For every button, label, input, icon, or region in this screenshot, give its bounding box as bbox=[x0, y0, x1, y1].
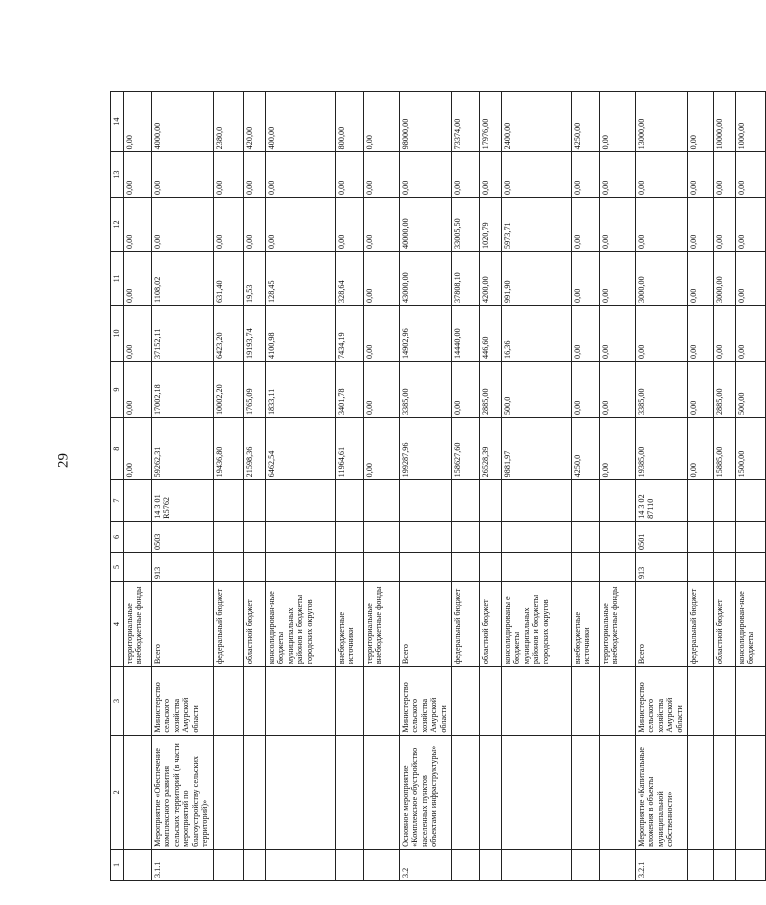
table-cell: 0,00 bbox=[266, 198, 336, 252]
table-cell: 0,00 bbox=[214, 198, 244, 252]
table-cell bbox=[244, 480, 266, 522]
table-cell bbox=[266, 480, 336, 522]
table-cell bbox=[452, 735, 480, 849]
column-header: 2 bbox=[111, 735, 124, 849]
table-cell: 4200,00 bbox=[480, 251, 502, 305]
column-header: 11 bbox=[111, 251, 124, 305]
table-cell: Министерство сельского хозяйства Амурской области bbox=[400, 667, 452, 736]
table-cell: 0,00 bbox=[244, 152, 266, 198]
table-cell: Министерство сельского хозяйства Амурской области bbox=[636, 667, 688, 736]
table-cell bbox=[336, 552, 364, 581]
table-cell bbox=[266, 667, 336, 736]
table-cell: 0,00 bbox=[600, 361, 636, 417]
table-cell: 37808,10 bbox=[452, 251, 480, 305]
table-row bbox=[266, 92, 336, 881]
column-header: 5 bbox=[111, 552, 124, 581]
table-cell bbox=[502, 735, 572, 849]
table-cell: 3.1.1 bbox=[152, 849, 214, 880]
table-cell: 4000,00 bbox=[152, 92, 214, 152]
table-cell: консолидирован-ные бюджеты муниципальных районов и бюджеты городских округов bbox=[266, 582, 336, 667]
table-cell bbox=[502, 521, 572, 552]
table-cell: 10002,20 bbox=[214, 361, 244, 417]
table-cell: 43000,00 bbox=[400, 251, 452, 305]
table-cell bbox=[502, 849, 572, 880]
table-cell bbox=[600, 735, 636, 849]
table-cell bbox=[266, 735, 336, 849]
table-cell: 40000,00 bbox=[400, 198, 452, 252]
table-cell bbox=[244, 667, 266, 736]
table-cell bbox=[714, 735, 736, 849]
table-cell: 0,00 bbox=[336, 198, 364, 252]
table-cell bbox=[452, 667, 480, 736]
table-cell bbox=[336, 849, 364, 880]
table-cell bbox=[736, 552, 766, 581]
table-cell: областной бюджет bbox=[480, 582, 502, 667]
table-cell: 2380,0 bbox=[214, 92, 244, 152]
table-cell: 0,00 bbox=[124, 92, 152, 152]
table-cell bbox=[480, 849, 502, 880]
table-cell bbox=[336, 480, 364, 522]
header-row bbox=[111, 92, 124, 881]
table-cell: 0501 bbox=[636, 521, 688, 552]
table-cell bbox=[572, 480, 600, 522]
table-cell: 158627,60 bbox=[452, 418, 480, 480]
table-cell: 913 bbox=[636, 552, 688, 581]
table-cell: 0,00 bbox=[124, 305, 152, 361]
table-cell bbox=[688, 667, 714, 736]
table-cell: 0,00 bbox=[736, 198, 766, 252]
column-header: 3 bbox=[111, 667, 124, 736]
table-cell: 0,00 bbox=[600, 152, 636, 198]
table-cell: 0,00 bbox=[502, 152, 572, 198]
table-cell bbox=[688, 480, 714, 522]
table-cell bbox=[266, 849, 336, 880]
table-body bbox=[124, 92, 766, 881]
table-cell: 0,00 bbox=[124, 152, 152, 198]
column-header: 12 bbox=[111, 198, 124, 252]
column-header: 7 bbox=[111, 480, 124, 522]
page-number: 29 bbox=[55, 453, 72, 468]
table-cell bbox=[124, 480, 152, 522]
table-row bbox=[400, 92, 452, 881]
column-header: 10 bbox=[111, 305, 124, 361]
table-cell bbox=[502, 480, 572, 522]
table-cell: 4100,98 bbox=[266, 305, 336, 361]
table-cell: 16,36 bbox=[502, 305, 572, 361]
table-cell: 14440,00 bbox=[452, 305, 480, 361]
table-row bbox=[714, 92, 736, 881]
table-cell bbox=[214, 849, 244, 880]
table-cell: 0,00 bbox=[736, 152, 766, 198]
table-cell: 3.2.1 bbox=[636, 849, 688, 880]
table-cell bbox=[400, 521, 452, 552]
table-cell: 328,64 bbox=[336, 251, 364, 305]
table-cell bbox=[572, 521, 600, 552]
table-cell bbox=[736, 480, 766, 522]
table-cell bbox=[266, 521, 336, 552]
table-cell: Министерство сельского хозяйства Амурской области bbox=[152, 667, 214, 736]
table-cell: 19193,74 bbox=[244, 305, 266, 361]
table-row bbox=[244, 92, 266, 881]
table-cell bbox=[714, 480, 736, 522]
table-cell bbox=[364, 480, 400, 522]
table-cell: 2400,00 bbox=[502, 92, 572, 152]
table-cell: 991,90 bbox=[502, 251, 572, 305]
table-cell: 0,00 bbox=[214, 152, 244, 198]
table-cell: 0,00 bbox=[124, 361, 152, 417]
table-cell: 0,00 bbox=[688, 152, 714, 198]
table-cell: 1108,02 bbox=[152, 251, 214, 305]
table-row bbox=[736, 92, 766, 881]
column-header: 6 bbox=[111, 521, 124, 552]
table-cell bbox=[688, 849, 714, 880]
table-cell: 2885,00 bbox=[480, 361, 502, 417]
table-cell bbox=[364, 735, 400, 849]
table-cell: 0,00 bbox=[572, 251, 600, 305]
table-cell: областной бюджет bbox=[244, 582, 266, 667]
table-cell: 0,00 bbox=[124, 251, 152, 305]
column-header: 8 bbox=[111, 418, 124, 480]
table-cell: 0,00 bbox=[364, 361, 400, 417]
table-cell: 5973,71 bbox=[502, 198, 572, 252]
table-cell: 0,00 bbox=[688, 198, 714, 252]
table-cell bbox=[502, 552, 572, 581]
table-cell: 14902,96 bbox=[400, 305, 452, 361]
table-cell: 0503 bbox=[152, 521, 214, 552]
table-row bbox=[152, 92, 214, 881]
table-cell bbox=[600, 480, 636, 522]
table-cell: 0,00 bbox=[688, 92, 714, 152]
table-cell bbox=[364, 667, 400, 736]
table-cell: 0,00 bbox=[364, 305, 400, 361]
table-cell: 37152,11 bbox=[152, 305, 214, 361]
table-cell: 3401,78 bbox=[336, 361, 364, 417]
table-row bbox=[480, 92, 502, 881]
table-row bbox=[636, 92, 688, 881]
table-cell bbox=[364, 521, 400, 552]
table-cell bbox=[336, 521, 364, 552]
table-cell bbox=[400, 480, 452, 522]
table-cell: 21598,36 bbox=[244, 418, 266, 480]
table-cell: 0,00 bbox=[336, 152, 364, 198]
table-cell: 11964,61 bbox=[336, 418, 364, 480]
table-cell bbox=[688, 552, 714, 581]
table-cell bbox=[714, 849, 736, 880]
table-cell: областной бюджет bbox=[714, 582, 736, 667]
table-cell: 33005,50 bbox=[452, 198, 480, 252]
table-cell: 19385,00 bbox=[636, 418, 688, 480]
table-cell bbox=[600, 552, 636, 581]
table-cell: 500,00 bbox=[736, 361, 766, 417]
table-cell: 17976,00 bbox=[480, 92, 502, 152]
table-cell: 4250,00 bbox=[572, 92, 600, 152]
table-cell: 800,00 bbox=[336, 92, 364, 152]
table-cell: 1000,00 bbox=[736, 92, 766, 152]
table-cell: 446,60 bbox=[480, 305, 502, 361]
table-cell: 0,00 bbox=[244, 198, 266, 252]
table-cell bbox=[480, 552, 502, 581]
table-cell: 0,00 bbox=[636, 152, 688, 198]
table-cell: 15885,00 bbox=[714, 418, 736, 480]
table-cell: 98000,00 bbox=[400, 92, 452, 152]
table-cell: Всего bbox=[152, 582, 214, 667]
table-cell bbox=[214, 480, 244, 522]
table-cell: 0,00 bbox=[600, 92, 636, 152]
table-cell bbox=[600, 521, 636, 552]
table-cell: 14 3 02 87110 bbox=[636, 480, 688, 522]
table-cell bbox=[124, 552, 152, 581]
table-cell bbox=[714, 667, 736, 736]
table-cell bbox=[452, 849, 480, 880]
table-cell bbox=[502, 667, 572, 736]
table-cell: 0,00 bbox=[736, 305, 766, 361]
table-cell bbox=[124, 849, 152, 880]
table-cell: 0,00 bbox=[714, 305, 736, 361]
table-cell: 0,00 bbox=[572, 361, 600, 417]
table-cell: 0,00 bbox=[364, 418, 400, 480]
table-cell: 0,00 bbox=[714, 198, 736, 252]
column-header: 14 bbox=[111, 92, 124, 152]
column-header: 4 bbox=[111, 582, 124, 667]
table-cell: 0,00 bbox=[364, 152, 400, 198]
table-cell bbox=[480, 521, 502, 552]
table-cell: 0,00 bbox=[688, 251, 714, 305]
table-cell: 19436,80 bbox=[214, 418, 244, 480]
table-cell: 0,00 bbox=[452, 361, 480, 417]
table-cell: консолидирован-ные бюджеты bbox=[736, 582, 766, 667]
table-cell: 3385,00 bbox=[636, 361, 688, 417]
table-cell: 3000,00 bbox=[714, 251, 736, 305]
table-cell: 0,00 bbox=[714, 152, 736, 198]
table-cell: 0,00 bbox=[600, 418, 636, 480]
table-cell: 7434,19 bbox=[336, 305, 364, 361]
table-cell: 0,00 bbox=[364, 92, 400, 152]
table-cell: 0,00 bbox=[600, 251, 636, 305]
budget-table bbox=[110, 91, 766, 881]
table-cell: 0,00 bbox=[266, 152, 336, 198]
table-cell: консолидированы е бюджеты муниципальных районов и бюджеты городских округов bbox=[502, 582, 572, 667]
table-cell: 0,00 bbox=[572, 305, 600, 361]
table-cell: 0,00 bbox=[364, 251, 400, 305]
table-cell: 0,00 bbox=[152, 198, 214, 252]
table-cell: федеральный бюджет bbox=[688, 582, 714, 667]
table-cell bbox=[452, 552, 480, 581]
table-cell: 0,00 bbox=[480, 152, 502, 198]
table-cell: 9881,97 bbox=[502, 418, 572, 480]
table-cell bbox=[214, 521, 244, 552]
table-cell: 0,00 bbox=[124, 198, 152, 252]
table-cell bbox=[124, 735, 152, 849]
table-cell bbox=[244, 521, 266, 552]
table-cell: 0,00 bbox=[636, 198, 688, 252]
table-cell: 500,0 bbox=[502, 361, 572, 417]
table-cell bbox=[336, 735, 364, 849]
table-cell: 0,00 bbox=[364, 198, 400, 252]
table-cell: 0,00 bbox=[600, 305, 636, 361]
table-cell bbox=[572, 552, 600, 581]
table-cell: федеральный бюджет bbox=[452, 582, 480, 667]
table-cell bbox=[214, 667, 244, 736]
table-cell bbox=[736, 667, 766, 736]
table-cell: 2885,00 bbox=[714, 361, 736, 417]
table-cell bbox=[364, 552, 400, 581]
table-cell: 10000,00 bbox=[714, 92, 736, 152]
table-cell: 1765,09 bbox=[244, 361, 266, 417]
table-cell: Мероприятие «Капитальные вложения в объекты муниципальной собственности» bbox=[636, 735, 688, 849]
table-cell bbox=[480, 667, 502, 736]
table-row bbox=[452, 92, 480, 881]
table-row bbox=[214, 92, 244, 881]
table-cell: 26528,39 bbox=[480, 418, 502, 480]
table-cell: 0,00 bbox=[572, 198, 600, 252]
table-row bbox=[572, 92, 600, 881]
table-cell: 6462,54 bbox=[266, 418, 336, 480]
table-cell: 0,00 bbox=[736, 251, 766, 305]
table-cell: 0,00 bbox=[688, 361, 714, 417]
table-cell: 6423,20 bbox=[214, 305, 244, 361]
table-cell bbox=[452, 480, 480, 522]
table-row bbox=[688, 92, 714, 881]
table-cell: Мероприятие «Обеспечение комплексного развития сельских территорий (в части мероприятий по благоустройству сельских территорий)» bbox=[152, 735, 214, 849]
table-cell bbox=[124, 667, 152, 736]
table-cell: 4250,0 bbox=[572, 418, 600, 480]
table-cell: 913 bbox=[152, 552, 214, 581]
table-cell: территориальные внебюджетные фонды bbox=[364, 582, 400, 667]
table-cell bbox=[400, 552, 452, 581]
table-cell: Основное мероприятие «Комплексное обустройство населенных пунктов объектами инфраструктуры» bbox=[400, 735, 452, 849]
table-cell bbox=[480, 735, 502, 849]
table-cell bbox=[336, 667, 364, 736]
table-cell: 0,00 bbox=[572, 152, 600, 198]
table-cell: 0,00 bbox=[124, 418, 152, 480]
table-cell: 17002,18 bbox=[152, 361, 214, 417]
table-cell bbox=[244, 552, 266, 581]
table-cell: 631,40 bbox=[214, 251, 244, 305]
table-cell bbox=[452, 521, 480, 552]
table-cell bbox=[572, 735, 600, 849]
table-cell: 19,53 bbox=[244, 251, 266, 305]
table-cell bbox=[214, 552, 244, 581]
column-header: 13 bbox=[111, 152, 124, 198]
table-cell: территориальные внебюджетные фонды bbox=[600, 582, 636, 667]
table-cell: 0,00 bbox=[152, 152, 214, 198]
table-cell: территориальные внебюджетные фонды bbox=[124, 582, 152, 667]
table-cell: 14 3 01 R5762 bbox=[152, 480, 214, 522]
table-cell bbox=[714, 552, 736, 581]
budget-table-sheet bbox=[110, 91, 756, 881]
table-cell bbox=[124, 521, 152, 552]
table-cell: внебюджетные источники bbox=[572, 582, 600, 667]
table-cell: 400,00 bbox=[266, 92, 336, 152]
table-cell: 420,00 bbox=[244, 92, 266, 152]
table-cell bbox=[736, 849, 766, 880]
table-cell: 1833,11 bbox=[266, 361, 336, 417]
table-cell: 0,00 bbox=[600, 198, 636, 252]
table-cell: 73374,00 bbox=[452, 92, 480, 152]
table-cell: 13000,00 bbox=[636, 92, 688, 152]
table-cell: 0,00 bbox=[452, 152, 480, 198]
table-cell: внебюджетные источники bbox=[336, 582, 364, 667]
table-cell bbox=[364, 849, 400, 880]
table-cell bbox=[214, 735, 244, 849]
table-row bbox=[600, 92, 636, 881]
table-cell: 59262,31 bbox=[152, 418, 214, 480]
table-cell bbox=[572, 667, 600, 736]
table-cell bbox=[600, 667, 636, 736]
table-cell: 0,00 bbox=[400, 152, 452, 198]
table-cell bbox=[688, 521, 714, 552]
table-cell: 3000,00 bbox=[636, 251, 688, 305]
table-cell: 199287,96 bbox=[400, 418, 452, 480]
table-cell: 1020,79 bbox=[480, 198, 502, 252]
table-cell bbox=[244, 735, 266, 849]
table-cell: Всего bbox=[636, 582, 688, 667]
table-cell bbox=[736, 521, 766, 552]
table-cell: 3.2 bbox=[400, 849, 452, 880]
table-cell bbox=[688, 735, 714, 849]
table-cell: 0,00 bbox=[636, 305, 688, 361]
table-row bbox=[336, 92, 364, 881]
table-cell: 3385,00 bbox=[400, 361, 452, 417]
table-cell bbox=[714, 521, 736, 552]
table-cell bbox=[572, 849, 600, 880]
table-cell: Всего bbox=[400, 582, 452, 667]
table-cell bbox=[736, 735, 766, 849]
table-cell: федеральный бюджет bbox=[214, 582, 244, 667]
table-cell bbox=[244, 849, 266, 880]
table-cell: 128,45 bbox=[266, 251, 336, 305]
column-header: 9 bbox=[111, 361, 124, 417]
table-row bbox=[502, 92, 572, 881]
table-cell bbox=[266, 552, 336, 581]
table-cell: 0,00 bbox=[688, 418, 714, 480]
table-row bbox=[364, 92, 400, 881]
table-cell: 1500,00 bbox=[736, 418, 766, 480]
table-cell bbox=[600, 849, 636, 880]
table-cell bbox=[480, 480, 502, 522]
table-row bbox=[124, 92, 152, 881]
table-cell: 0,00 bbox=[688, 305, 714, 361]
column-header: 1 bbox=[111, 849, 124, 880]
